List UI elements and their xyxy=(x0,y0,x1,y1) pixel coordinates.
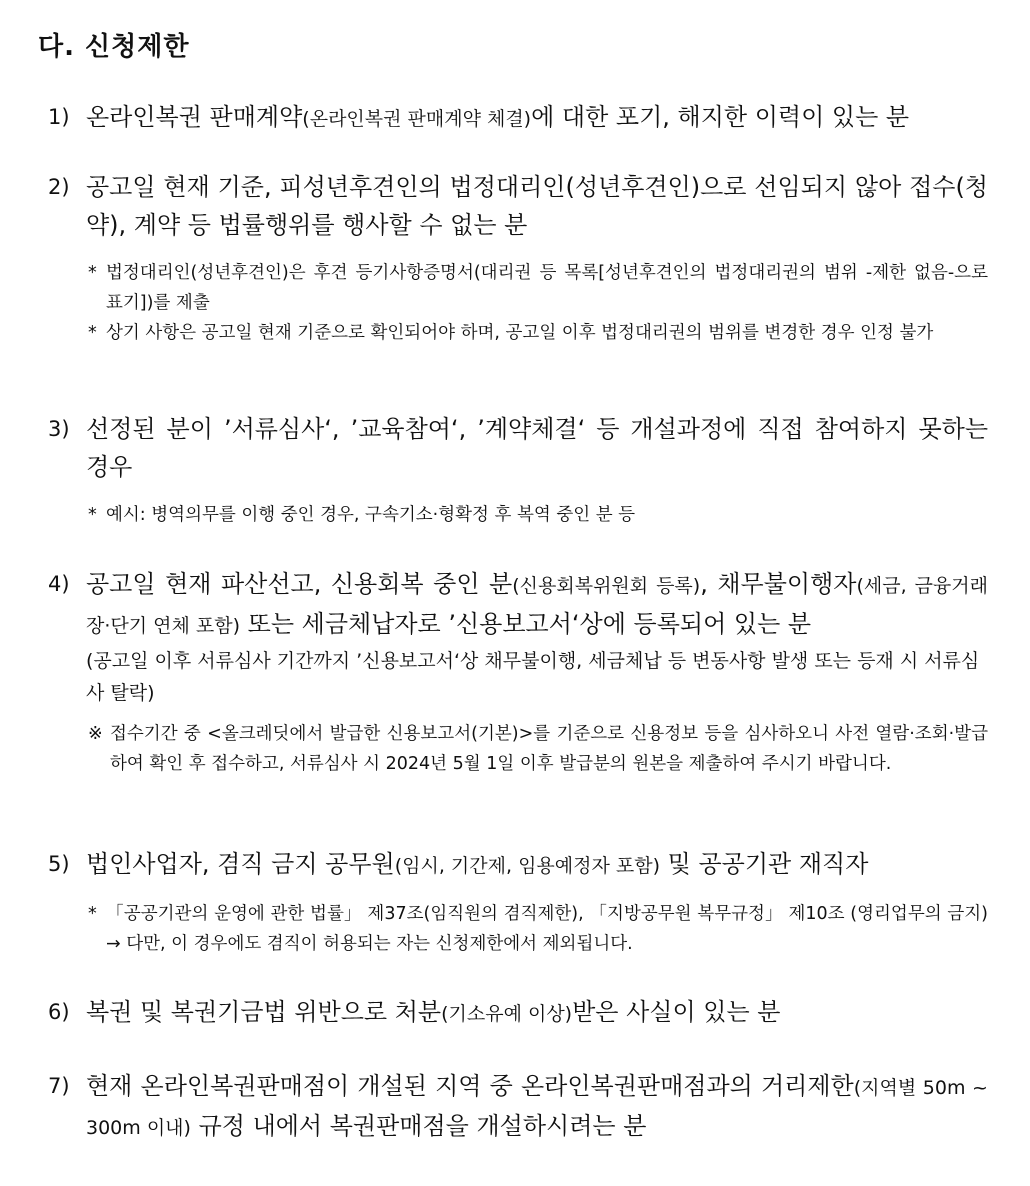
item-condition-text: (공고일 이후 서류심사 기간까지 ’신용보고서‘상 채무불이행, 세금체납 등 변동사항 발생 또는 등재 시 서류심사 탈락) xyxy=(86,650,980,704)
section-title: 다. 신청제한 xyxy=(38,32,190,62)
note-text: 접수기간 중 <올크레딧에서 발급한 신용보고서(기본)>를 기준으로 신용정보 등을 심사하오니 사전 열람·조회·발급하여 확인 후 접수하고, 서류심사 시 2024년 5월 1일 이후 발급분의 원본을 제출하여 주시기 바랍니다. xyxy=(110,724,988,774)
restriction-item-2 xyxy=(48,168,988,348)
item-note xyxy=(88,899,988,959)
note-marker: * xyxy=(88,323,97,343)
restriction-item-4 xyxy=(48,565,988,779)
note-marker: * xyxy=(88,263,97,283)
note-marker: * xyxy=(88,505,97,525)
item-main-text-cont: 및 공공기관 재직자 xyxy=(660,850,869,878)
item-main-text-cont: 또는 세금체납자로 ’신용보고서‘상에 등록되어 있는 분 xyxy=(240,610,812,638)
item-main-text-cont: , 채무불이행자 xyxy=(700,570,857,598)
restriction-item-3 xyxy=(48,410,988,530)
item-parenthetical: (임시, 기간제, 임용예정자 포함) xyxy=(394,855,661,877)
item-main-text-cont: 받은 사실이 있는 분 xyxy=(572,998,781,1026)
item-parenthetical: (온라인복권 판매계약 체결) xyxy=(302,108,532,130)
note-text: 예시: 병역의무를 이행 중인 경우, 구속기소·형확정 후 복역 중인 분 등 xyxy=(106,505,636,525)
note-marker: * xyxy=(88,904,97,924)
item-text xyxy=(86,845,988,885)
item-text xyxy=(86,1067,988,1147)
item-main-text: 온라인복권 판매계약 xyxy=(86,103,303,131)
item-parenthetical: (기소유예 이상) xyxy=(441,1003,573,1025)
restriction-item-6 xyxy=(48,993,988,1033)
item-parenthetical: (세금, 금융거래 장·단기 연체 포함) xyxy=(86,575,988,637)
item-number: 3) xyxy=(48,417,70,441)
note-text: 상기 사항은 공고일 현재 기준으로 확인되어야 하며, 공고일 이후 법정대리권의 범위를 변경한 경우 인정 불가 xyxy=(106,323,934,343)
item-note xyxy=(88,318,988,348)
item-number: 6) xyxy=(48,1000,70,1024)
item-main-text: 현재 온라인복권판매점이 개설된 지역 중 온라인복권판매점과의 거리제한 xyxy=(86,1072,854,1100)
item-note xyxy=(88,258,988,318)
item-number: 1) xyxy=(48,105,70,129)
item-number: 5) xyxy=(48,852,70,876)
item-number: 2) xyxy=(48,175,70,199)
item-note xyxy=(88,500,988,530)
item-text: 공고일 현재 기준, 피성년후견인의 법정대리인(성년후견인)으로 선임되지 않아 접수(청약), 계약 등 법률행위를 행사할 수 없는 분 xyxy=(86,173,988,239)
item-main-text: 공고일 현재 파산선고, 신용회복 중인 분 xyxy=(86,570,513,598)
item-text: 선정된 분이 ’서류심사‘, ’교육참여‘, ’계약체결‘ 등 개설과정에 직접 참여하지 못하는 경우 xyxy=(86,415,988,481)
item-number: 7) xyxy=(48,1074,70,1098)
restriction-item-5 xyxy=(48,845,988,959)
item-text xyxy=(86,993,988,1033)
item-text xyxy=(86,98,988,138)
item-reference-note xyxy=(88,719,988,779)
note-text: 「공공기관의 운영에 관한 법률」 제37조(임직원의 겸직제한), 「지방공무원 복무규정」 제10조 (영리업무의 금지) → 다만, 이 경우에도 겸직이 허용되는 자는 신청제한에서 제외됩니다. xyxy=(106,904,988,954)
restriction-item-1 xyxy=(48,98,988,138)
item-parenthetical: (신용회복위원회 등록) xyxy=(512,575,701,597)
restriction-item-7 xyxy=(48,1067,988,1147)
item-number: 4) xyxy=(48,572,70,596)
item-parenthetical: (지역별 50m ~ 300m 이내) xyxy=(86,1077,988,1139)
item-text xyxy=(86,565,988,645)
item-main-text-cont: 에 대한 포기, 해지한 이력이 있는 분 xyxy=(531,103,910,131)
item-main-text: 복권 및 복권기금법 위반으로 처분 xyxy=(86,998,442,1026)
item-main-text-cont: 규정 내에서 복권판매점을 개설하시려는 분 xyxy=(190,1112,647,1140)
reference-marker: ※ xyxy=(88,724,103,744)
item-main-text: 법인사업자, 겸직 금지 공무원 xyxy=(86,850,395,878)
note-text: 법정대리인(성년후견인)은 후견 등기사항증명서(대리권 등 목록[성년후견인의 법정대리권의 범위 -제한 없음-으로 표기])를 제출 xyxy=(106,263,988,313)
